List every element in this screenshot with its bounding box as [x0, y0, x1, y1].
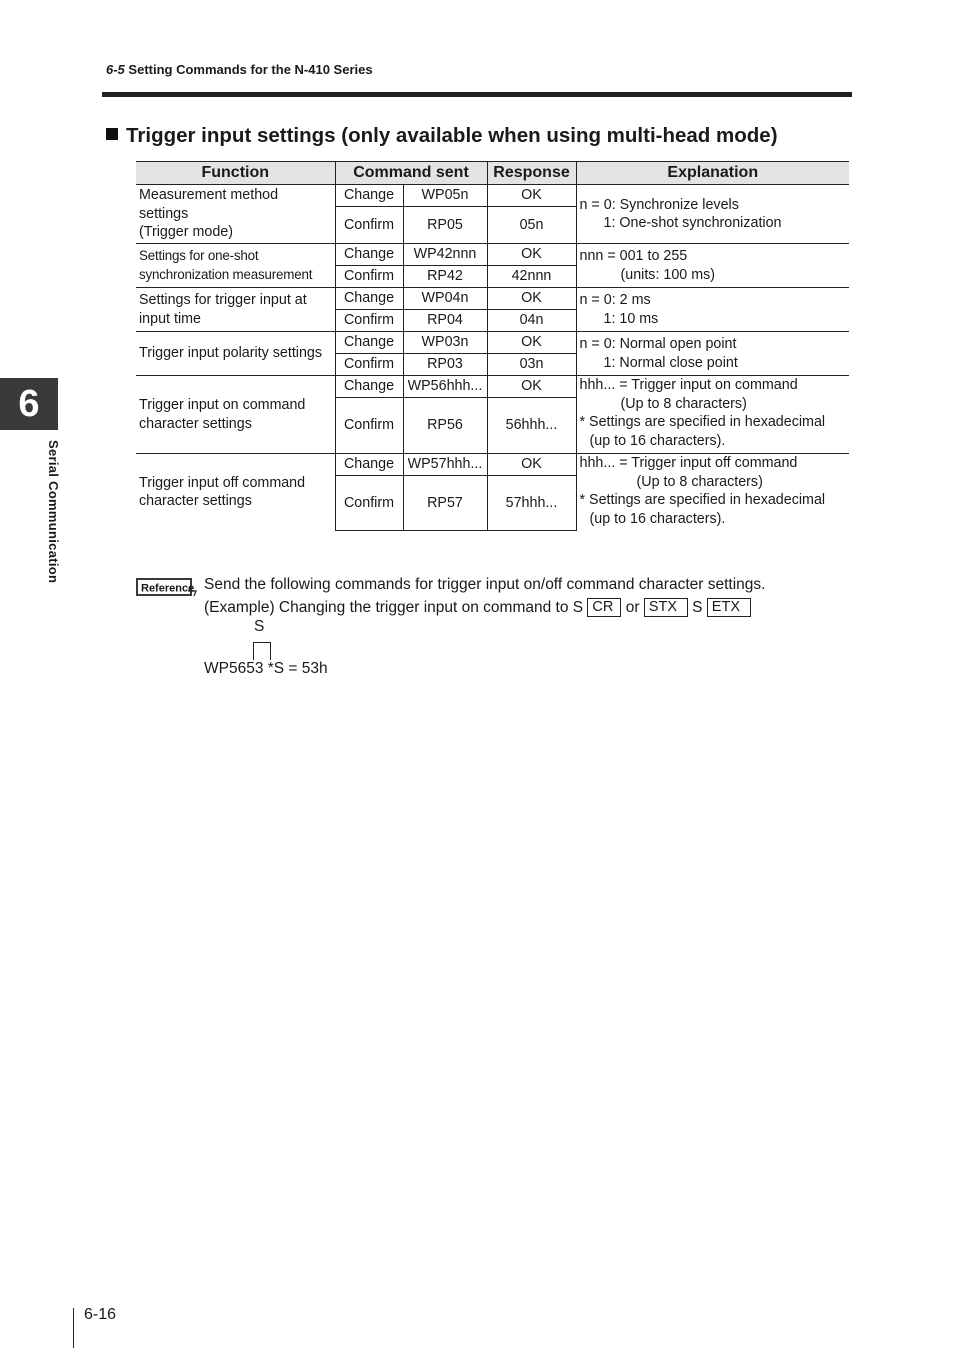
response-cell: 05n	[487, 207, 576, 244]
etx-box: ETX	[707, 598, 751, 617]
command-cell: RP56	[403, 398, 487, 454]
chapter-side-label: Serial Communication	[46, 440, 61, 584]
table-row	[136, 454, 849, 476]
command-cell: WP03n	[403, 332, 487, 354]
command-cell: RP57	[403, 476, 487, 531]
footer-rule	[73, 1308, 74, 1348]
reference-icon	[136, 578, 198, 597]
response-cell: 03n	[487, 354, 576, 376]
bracket-connector	[253, 642, 271, 660]
header-title: Setting Commands for the N-410 Series	[128, 62, 373, 77]
explanation-cell: n = 0: 2 ms 1: 10 ms	[576, 288, 849, 332]
cr-box: CR	[587, 598, 621, 617]
square-bullet-icon	[106, 128, 118, 140]
reference-icon-label: Reference	[141, 582, 195, 595]
mode-cell: Change	[335, 288, 403, 310]
mode-cell: Change	[335, 376, 403, 398]
mode-cell: Confirm	[335, 476, 403, 531]
command-cell: WP56hhh...	[403, 376, 487, 398]
mode-cell: Change	[335, 244, 403, 266]
column-header-command-sent: Command sent	[335, 162, 487, 185]
explanation-cell: nnn = 001 to 255 (units: 100 ms)	[576, 244, 849, 288]
function-cell: Trigger input off command character settings	[136, 454, 335, 531]
reference-example-line	[204, 598, 751, 617]
s-label: S	[254, 618, 265, 635]
function-cell: Settings for one-shot synchronization measurement	[136, 244, 335, 288]
command-cell: RP03	[403, 354, 487, 376]
column-header-response: Response	[487, 162, 576, 185]
header-section-number: 6-5	[106, 62, 125, 77]
table-row	[136, 244, 849, 266]
response-cell: 04n	[487, 310, 576, 332]
command-cell: RP42	[403, 266, 487, 288]
column-header-explanation: Explanation	[576, 162, 849, 185]
table-row	[136, 185, 849, 207]
command-example: WP5653 *S = 53h	[204, 660, 328, 677]
response-cell: 56hhh...	[487, 398, 576, 454]
mode-cell: Change	[335, 454, 403, 476]
response-cell: OK	[487, 288, 576, 310]
response-cell: 42nnn	[487, 266, 576, 288]
command-cell: WP42nnn	[403, 244, 487, 266]
running-header	[106, 62, 373, 77]
reference-text-line1: Send the following commands for trigger input on/off command character settings.	[204, 576, 766, 593]
or-text: or	[625, 599, 640, 616]
explanation-cell: hhh... = Trigger input on command (Up to 8 characters) * Settings are specified in hexadecimal (up to 16 characters).	[576, 376, 849, 454]
mid-s-text: S	[692, 599, 703, 616]
explanation-cell: n = 0: Synchronize levels 1: One-shot synchronization	[576, 185, 849, 244]
chapter-tab: 6	[0, 378, 58, 430]
mode-cell: Confirm	[335, 207, 403, 244]
command-cell: WP05n	[403, 185, 487, 207]
mode-cell: Confirm	[335, 398, 403, 454]
response-cell: OK	[487, 244, 576, 266]
command-cell: WP57hhh...	[403, 454, 487, 476]
mode-cell: Change	[335, 332, 403, 354]
response-cell: OK	[487, 454, 576, 476]
response-cell: 57hhh...	[487, 476, 576, 531]
response-cell: OK	[487, 376, 576, 398]
response-cell: OK	[487, 332, 576, 354]
function-cell: Settings for trigger input at input time	[136, 288, 335, 332]
explanation-cell: hhh... = Trigger input off command (Up to 8 characters) * Settings are specified in hexadecimal (up to 16 characters).	[576, 454, 849, 531]
trigger-settings-table	[136, 161, 849, 531]
function-cell: Trigger input polarity settings	[136, 332, 335, 376]
mode-cell: Change	[335, 185, 403, 207]
command-cell: WP04n	[403, 288, 487, 310]
table-row	[136, 288, 849, 310]
mode-cell: Confirm	[335, 266, 403, 288]
command-cell: RP05	[403, 207, 487, 244]
function-cell: Trigger input on command character settings	[136, 376, 335, 454]
column-header-function: Function	[136, 162, 335, 185]
table-header-row	[136, 162, 849, 185]
page-number: 6-16	[84, 1306, 117, 1323]
header-rule	[102, 92, 852, 97]
command-cell: RP04	[403, 310, 487, 332]
stx-box: STX	[644, 598, 688, 617]
function-cell: Measurement method settings (Trigger mode)	[136, 185, 335, 244]
explanation-cell: n = 0: Normal open point 1: Normal close point	[576, 332, 849, 376]
response-cell: OK	[487, 185, 576, 207]
mode-cell: Confirm	[335, 310, 403, 332]
table-row	[136, 376, 849, 398]
example-prefix: (Example) Changing the trigger input on command to S	[204, 599, 584, 616]
table-row	[136, 332, 849, 354]
mode-cell: Confirm	[335, 354, 403, 376]
section-heading	[106, 124, 778, 148]
section-title: Trigger input settings (only available when using multi-head mode)	[126, 124, 778, 147]
